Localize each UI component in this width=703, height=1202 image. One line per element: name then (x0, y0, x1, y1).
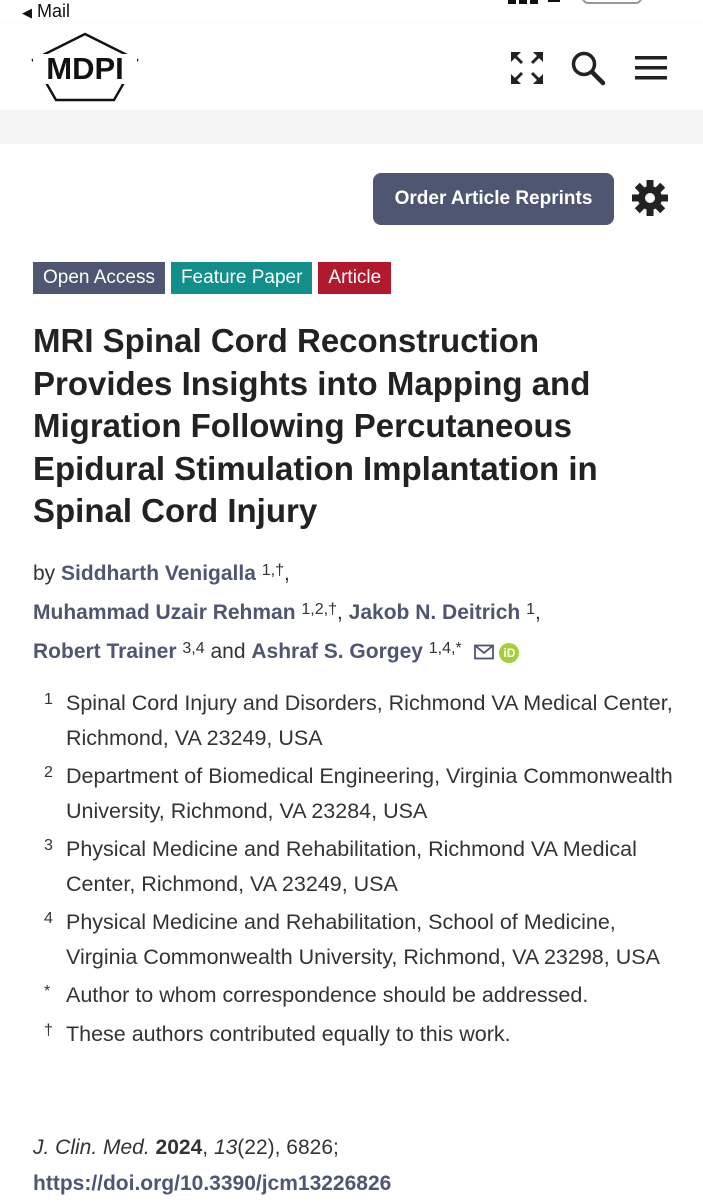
affiliation-text: Department of Biomedical Engineering, Virginia Commonwealth University, Richmond, VA 23284, USA (66, 764, 673, 823)
affiliation-item (33, 759, 683, 828)
menu-icon[interactable] (631, 48, 671, 88)
badge-open-access[interactable]: Open Access (33, 262, 165, 294)
affiliation-text: These authors contributed equally to this work. (66, 1021, 511, 1046)
affiliation-item (33, 905, 683, 974)
affiliation-number: † (44, 1021, 53, 1039)
author-link[interactable]: Siddharth Venigalla (61, 562, 256, 585)
signal-icon (508, 0, 564, 4)
header-spacer (0, 110, 703, 144)
author-list: by Siddharth Venigalla $^{1,\dagger}$, Muhammad Uzair Rehman $^{1,2,\dagger}$, Jakob N. Deitrich $^1$, Robert Trainer $^{3,4}$ and Ashraf S. Gorgey $^{1,4,*}$ iD (33, 562, 541, 663)
status-bar (0, 0, 703, 24)
and-label: and (210, 640, 246, 663)
citation-volume: 13 (213, 1136, 238, 1159)
affiliation-number: 2 (44, 764, 53, 781)
citation-journal: J. Clin. Med. (33, 1136, 150, 1159)
order-reprints-label: Order Article Reprints (394, 188, 593, 209)
author-link[interactable]: Jakob N. Deitrich (348, 601, 521, 624)
site-header (0, 24, 703, 110)
author-affiliation: 1,4,* (428, 640, 462, 657)
affiliation-item (33, 686, 683, 755)
affiliation-item (33, 1017, 683, 1052)
affiliation-text: Spinal Cord Injury and Disorders, Richmond VA Medical Center, Richmond, VA 23249, USA (66, 691, 673, 750)
affiliation-item (33, 832, 683, 901)
order-reprints-button[interactable] (373, 173, 614, 225)
back-to-mail[interactable] (22, 1, 70, 22)
author-affiliation: 1,† (261, 562, 285, 579)
affiliations-list (33, 686, 683, 1055)
citation-issue: (22), 6826; (237, 1136, 339, 1159)
author-affiliation: 1 (526, 601, 535, 618)
affiliation-number: 1 (44, 691, 53, 708)
affiliation-item (33, 978, 683, 1013)
article-badges (33, 262, 391, 294)
battery-icon (582, 0, 642, 4)
email-icon[interactable] (474, 644, 494, 660)
affiliation-number: 3 (44, 837, 53, 854)
by-label: by (33, 562, 56, 585)
doi-link[interactable]: https://doi.org/10.3390/jcm13226826 (33, 1172, 392, 1195)
back-label: Mail (37, 1, 71, 21)
affiliation-number: * (44, 983, 51, 1000)
gear-icon[interactable] (630, 178, 670, 218)
affiliation-text: Physical Medicine and Rehabilitation, Richmond VA Medical Center, Richmond, VA 23249, USA (66, 837, 637, 896)
citation-year: 2024 (155, 1136, 203, 1159)
orcid-icon[interactable]: iD (499, 643, 519, 663)
affiliation-number: 4 (44, 910, 53, 927)
expand-icon[interactable] (507, 48, 547, 88)
badge-article: Article (318, 262, 391, 294)
affiliation-text: Author to whom correspondence should be addressed. (66, 983, 589, 1007)
author-affiliation: 1,2,† (301, 601, 337, 618)
article-title: MRI Spinal Cord Reconstruction Provides Insights into Mapping and Migration Following Percutaneous Epidural Stimulation Implantation in Spinal Cord Injury (33, 322, 598, 529)
badge-feature-paper[interactable]: Feature Paper (171, 262, 312, 294)
affiliation-text: Physical Medicine and Rehabilitation, School of Medicine, Virginia Commonwealth University, Richmond, VA 23298, USA (66, 910, 660, 969)
search-icon[interactable] (568, 48, 608, 88)
author-affiliation: 3,4 (182, 640, 205, 657)
back-arrow-icon: ◀ (22, 5, 32, 20)
author-link[interactable]: Muhammad Uzair Rehman (33, 601, 296, 624)
author-link[interactable]: Ashraf S. Gorgey (251, 640, 423, 663)
svg-text:MDPI: MDPI (46, 51, 124, 86)
mdpi-logo[interactable] (30, 32, 140, 102)
citation: J. Clin. Med. 2024, 13(22), 6826; https://doi.org/10.3390/jcm13226826 (33, 1130, 683, 1202)
author-link[interactable]: Robert Trainer (33, 640, 177, 663)
